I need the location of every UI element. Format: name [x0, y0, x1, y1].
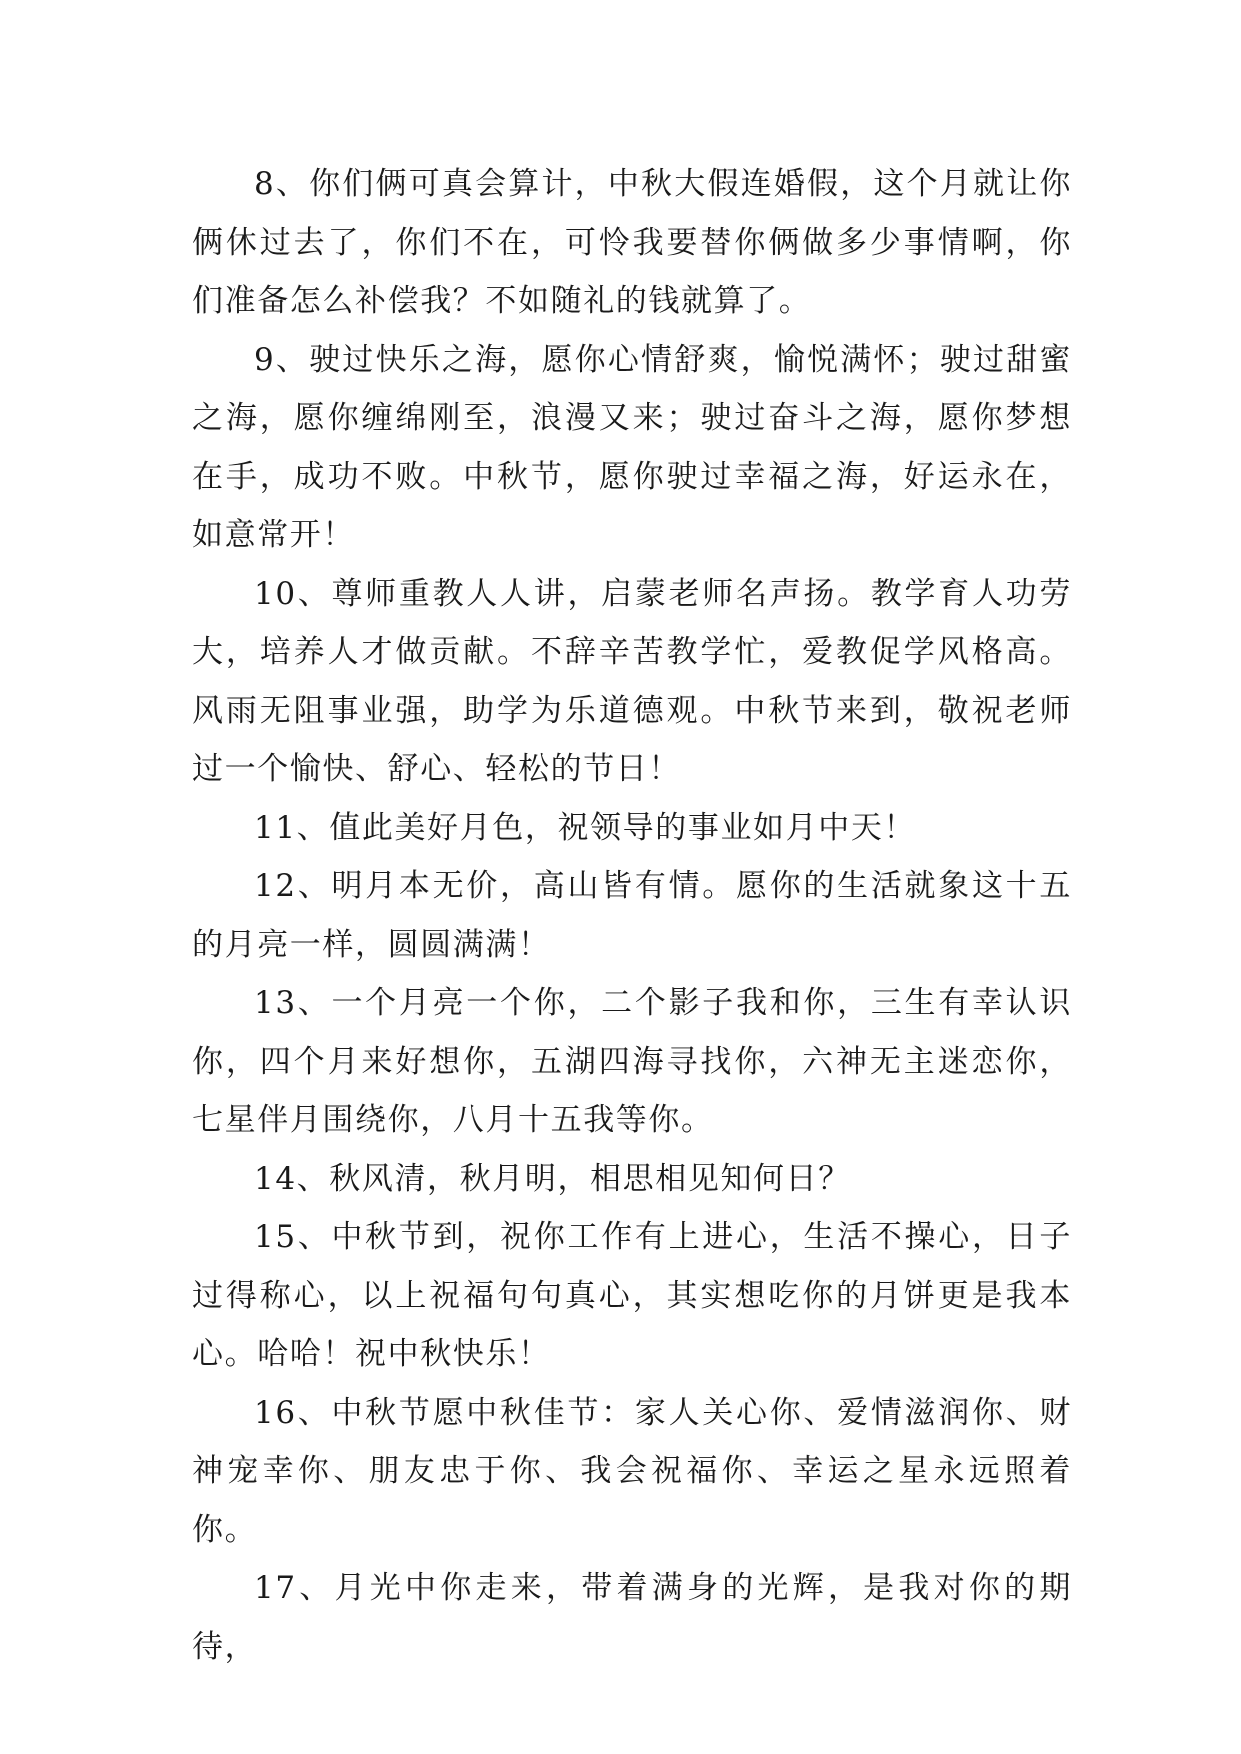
paragraph-12: 12、明月本无价，高山皆有情。愿你的生活就象这十五的月亮一样，圆圆满满！: [192, 868, 1072, 963]
paragraph-14: 14、秋风清，秋月明，相思相见知何日？: [254, 1160, 851, 1197]
paragraph-17: 17、月光中你走来，带着满身的光辉，是我对你的期待，: [192, 1570, 1072, 1665]
paragraph-10: 10、尊师重教人人讲，启蒙老师名声扬。教学育人功劳大，培养人才做贡献。不辞辛苦教学忙，爱教促学风格高。风雨无阻事业强，助学为乐道德观。中秋节来到，敬祝老师过一个愉快、舒心、轻松的节日！: [192, 575, 1072, 787]
paragraph-13: 13、一个月亮一个你，二个影子我和你，三生有幸认识你，四个月来好想你，五湖四海寻找你，六神无主迷恋你，七星伴月围绕你，八月十五我等你。: [192, 985, 1072, 1138]
paragraph-8: 8、你们俩可真会算计，中秋大假连婚假，这个月就让你俩休过去了，你们不在，可怜我要替你俩做多少事情啊，你们准备怎么补偿我？不如随礼的钱就算了。: [192, 166, 1072, 319]
paragraph-9: 9、驶过快乐之海，愿你心情舒爽，愉悦满怀；驶过甜蜜之海，愿你缠绵刚至，浪漫又来；驶过奋斗之海，愿你梦想在手，成功不败。中秋节，愿你驶过幸福之海，好运永在，如意常开！: [192, 341, 1072, 553]
document-body: [192, 155, 1072, 1676]
paragraph-11: 11、值此美好月色，祝领导的事业如月中天！: [254, 809, 917, 846]
paragraph-15: 15、中秋节到，祝你工作有上进心，生活不操心，日子过得称心，以上祝福句句真心，其实想吃你的月饼更是我本心。哈哈！祝中秋快乐！: [192, 1219, 1072, 1372]
paragraph-16: 16、中秋节愿中秋佳节：家人关心你、爱情滋润你、财神宠幸你、朋友忠于你、我会祝福你、幸运之星永远照着你。: [192, 1394, 1072, 1548]
